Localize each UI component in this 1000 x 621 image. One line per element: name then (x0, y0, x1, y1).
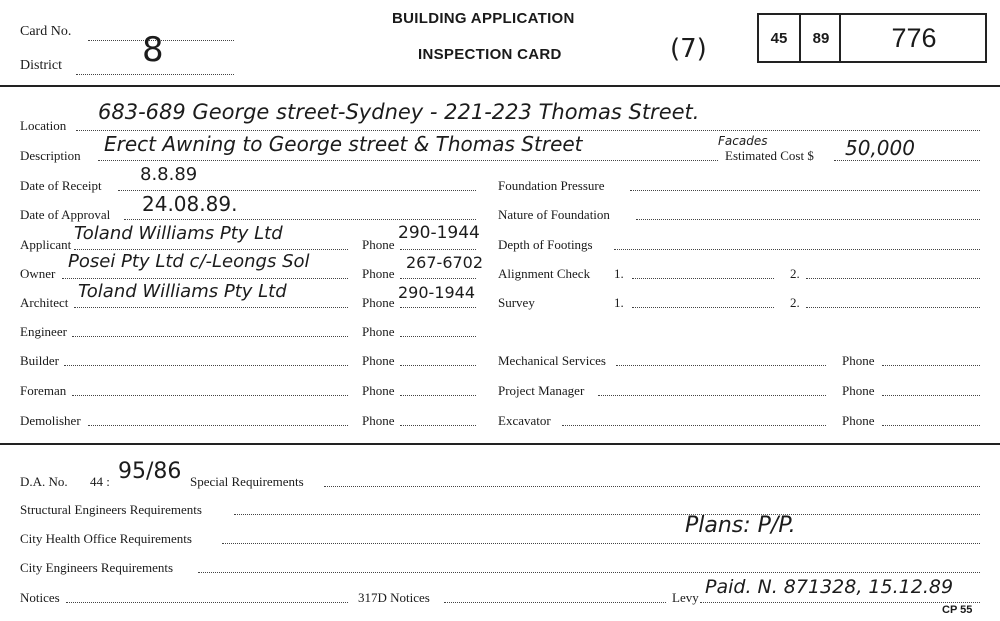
demolisher-line (88, 425, 348, 426)
owner-phone-line (400, 278, 476, 279)
owner-label: Owner (20, 266, 56, 281)
date-of-receipt-line (118, 190, 476, 191)
architect-phone-line (400, 307, 476, 308)
district-line (76, 74, 234, 75)
applicant-phone-line (400, 249, 476, 250)
levy-line (700, 602, 980, 603)
architect-phone-value: 290-1944 (398, 283, 476, 302)
date-of-receipt-label: Date of Receipt (20, 178, 102, 193)
alignment-check-line-1 (632, 278, 774, 279)
excavator-phone-label: Phone (842, 413, 875, 428)
notices-line (66, 602, 348, 603)
demolisher-label: Demolisher (20, 413, 81, 428)
alignment-check-line-2 (806, 278, 980, 279)
location-line (76, 130, 980, 131)
estimated-cost-line (834, 160, 980, 161)
builder-phone-label: Phone (362, 353, 395, 368)
notices-317d-line (444, 602, 666, 603)
description-label: Description (20, 148, 81, 163)
handwritten-card-number: (7) (670, 34, 707, 64)
owner-value: Posei Pty Ltd c/-Leongs Sol (68, 251, 310, 272)
location-value: 683-689 George street-Sydney - 221-223 Thomas Street. (98, 100, 700, 124)
architect-phone-label: Phone (362, 295, 395, 310)
alignment-check-label: Alignment Check (498, 266, 591, 281)
depth-of-footings-label: Depth of Footings (498, 237, 593, 252)
architect-label: Architect (20, 295, 69, 310)
applicant-phone-label: Phone (362, 237, 395, 252)
location-label: Location (20, 118, 67, 133)
date-of-receipt-value: 8.8.89 (140, 164, 198, 185)
engineer-line (72, 336, 348, 337)
form-title-line2: INSPECTION CARD (418, 46, 562, 63)
da-no-prefix: 44 : (90, 474, 110, 489)
engineer-phone-label: Phone (362, 324, 395, 339)
builder-line (64, 365, 348, 366)
description-line (98, 160, 718, 161)
owner-phone-value: 267-6702 (406, 253, 484, 272)
mechanical-services-line (616, 365, 826, 366)
excavator-phone-line (882, 425, 980, 426)
project-manager-line (598, 395, 826, 396)
card-no-label: Card No. (20, 24, 72, 39)
foundation-pressure-label: Foundation Pressure (498, 178, 605, 193)
ref-box-2: 89 (799, 15, 841, 61)
foreman-label: Foreman (20, 383, 67, 398)
levy-label: Levy (672, 590, 699, 605)
survey-line-2 (806, 307, 980, 308)
mechanical-services-phone-line (882, 365, 980, 366)
form-code: CP 55 (942, 604, 973, 616)
special-requirements-line (324, 486, 980, 487)
levy-value: Paid. N. 871328, 15.12.89 (705, 576, 954, 598)
demolisher-phone-label: Phone (362, 413, 395, 428)
excavator-label: Excavator (498, 413, 551, 428)
applicant-value: Toland Williams Pty Ltd (74, 223, 283, 244)
project-manager-label: Project Manager (498, 383, 585, 398)
da-no-label: D.A. No. (20, 474, 68, 489)
project-manager-phone-line (882, 395, 980, 396)
foreman-line (72, 395, 348, 396)
demolisher-phone-line (400, 425, 476, 426)
applicant-line (74, 249, 348, 250)
city-health-label: City Health Office Requirements (20, 531, 192, 546)
architect-line (74, 307, 348, 308)
district-label: District (20, 58, 62, 73)
city-engineers-label: City Engineers Requirements (20, 560, 174, 575)
city-health-line (222, 543, 980, 544)
estimated-cost-label: Estimated Cost $ (725, 148, 814, 163)
structural-engineers-line (234, 514, 980, 515)
architect-value: Toland Williams Pty Ltd (78, 281, 287, 302)
excavator-line (562, 425, 826, 426)
estimated-cost-value: 50,000 (845, 136, 915, 160)
special-requirements-label: Special Requirements (190, 474, 304, 489)
owner-phone-label: Phone (362, 266, 395, 281)
mechanical-services-phone-label: Phone (842, 353, 875, 368)
notices-label: Notices (20, 590, 60, 605)
nature-of-foundation-label: Nature of Foundation (498, 207, 610, 222)
notices-317d-label: 317D Notices (358, 590, 430, 605)
section-divider (0, 443, 1000, 445)
applicant-label: Applicant (20, 237, 72, 252)
city-engineers-line (198, 572, 980, 573)
description-value: Erect Awning to George street & Thomas Street (104, 132, 583, 156)
reference-number-box (757, 13, 987, 63)
survey-label: Survey (498, 295, 535, 310)
survey-num-2: 2. (790, 295, 800, 310)
ref-box-3: 776 (839, 15, 987, 61)
depth-of-footings-line (614, 249, 980, 250)
foreman-phone-line (400, 395, 476, 396)
foreman-phone-label: Phone (362, 383, 395, 398)
description-annotation: Facades (718, 134, 768, 148)
da-no-value: 95/86 (118, 459, 182, 484)
engineer-phone-line (400, 336, 476, 337)
engineer-label: Engineer (20, 324, 67, 339)
city-health-value: Plans: P/P. (685, 513, 796, 538)
date-of-approval-label: Date of Approval (20, 207, 111, 222)
alignment-check-num-2: 2. (790, 266, 800, 281)
builder-phone-line (400, 365, 476, 366)
district-value: 8 (142, 30, 164, 70)
owner-line (62, 278, 348, 279)
date-of-approval-line (124, 219, 476, 220)
alignment-check-num-1: 1. (614, 266, 624, 281)
ref-box-1: 45 (770, 29, 788, 47)
date-of-approval-value: 24.08.89. (142, 192, 238, 216)
form-title-line1: BUILDING APPLICATION (392, 10, 575, 27)
project-manager-phone-label: Phone (842, 383, 875, 398)
header-divider (0, 85, 1000, 87)
applicant-phone-value: 290-1944 (398, 223, 480, 243)
mechanical-services-label: Mechanical Services (498, 353, 606, 368)
survey-line-1 (632, 307, 774, 308)
survey-num-1: 1. (614, 295, 624, 310)
nature-of-foundation-line (636, 219, 980, 220)
structural-engineers-label: Structural Engineers Requirements (20, 502, 202, 517)
foundation-pressure-line (630, 190, 980, 191)
builder-label: Builder (20, 353, 59, 368)
